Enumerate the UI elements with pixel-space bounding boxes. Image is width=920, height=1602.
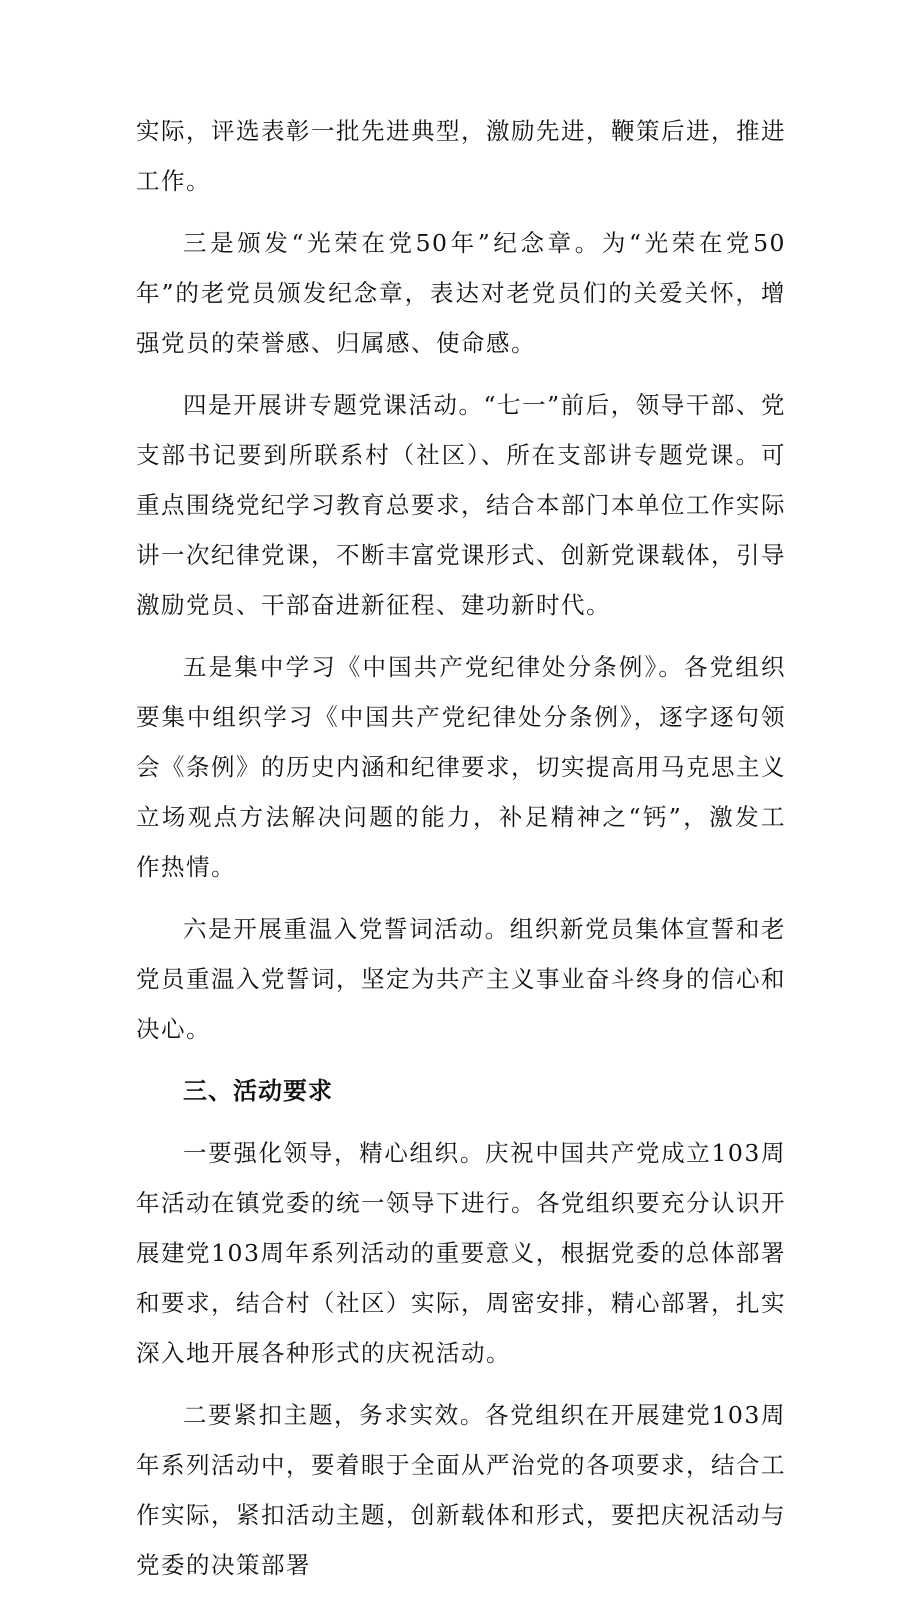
paragraph-item-5-study-regulations: 五是集中学习《中国共产党纪律处分条例》。各党组织要集中组织学习《中国共产党纪律处分条例》，逐字逐句领会《条例》的历史内涵和纪律要求，切实提高用马克思主义立场观点方法解决问题的能力，补足精神之“钙”，激发工作热情。 — [136, 653, 786, 881]
paragraph-requirement-1: 一要强化领导，精心组织。庆祝中国共产党成立103周年活动在镇党委的统一领导下进行。各党组织要充分认识开展建党103周年系列活动的重要意义，根据党委的总体部署和要求，结合村（社区）实际，周密安排，精心部署，扎实深入地开展各种形式的庆祝活动。 — [136, 1139, 786, 1367]
document-body — [136, 106, 786, 1602]
paragraph-item-4-party-lecture: 四是开展讲专题党课活动。“七一”前后，领导干部、党支部书记要到所联系村（社区）、所在支部讲专题党课。可重点围绕党纪学习教育总要求，结合本部门本单位工作实际讲一次纪律党课，不断丰富党课形式、创新党课载体，引导激励党员、干部奋进新征程、建功新时代。 — [136, 391, 786, 619]
section-heading-requirements: 三、活动要求 — [183, 1077, 333, 1105]
paragraph-continuation: 实际，评选表彰一批先进典型，激励先进，鞭策后进，推进工作。 — [136, 117, 786, 195]
paragraph-item-6-oath: 六是开展重温入党誓词活动。组织新党员集体宣誓和老党员重温入党誓词，坚定为共产主义事业奋斗终身的信心和决心。 — [136, 915, 786, 1043]
paragraph-item-3-commemorative-medal: 三是颁发“光荣在党50年”纪念章。为“光荣在党50年”的老党员颁发纪念章，表达对老党员们的关爱关怀，增强党员的荣誉感、归属感、使命感。 — [136, 229, 786, 357]
paragraph-requirement-2: 二要紧扣主题，务求实效。各党组织在开展建党103周年系列活动中，要着眼于全面从严治党的各项要求，结合工作实际，紧扣活动主题，创新载体和形式，要把庆祝活动与党委的决策部署 — [136, 1401, 786, 1579]
